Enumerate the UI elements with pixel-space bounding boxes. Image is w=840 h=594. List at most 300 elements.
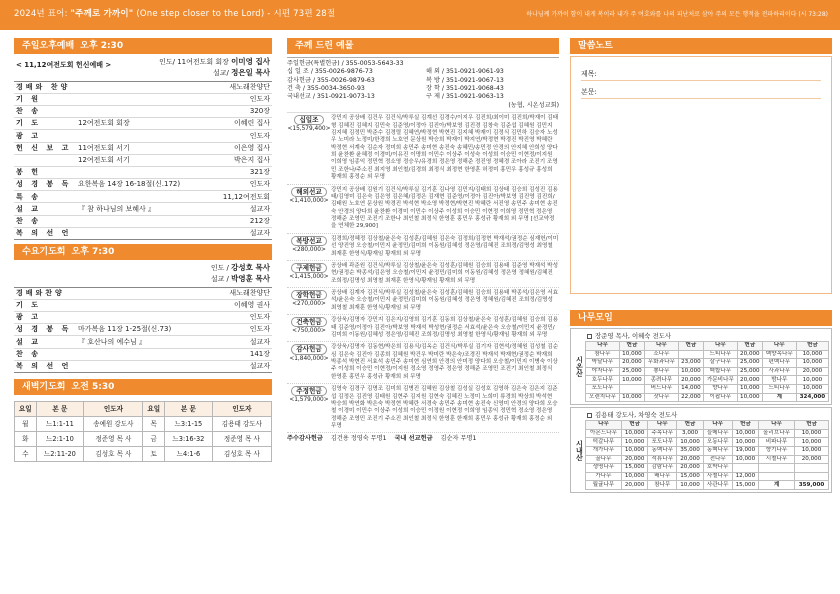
dawn-title	[14, 379, 272, 395]
order-person: 인도자	[249, 131, 270, 140]
sunday-title	[14, 38, 272, 54]
offering-donor-names: 공상배 곽준원 김건식/박루실 김상철/윤은숙 김성훈/김혜원 김승희 김용태 김준영 박재석 박성현/권정순 박종석/김은영 오승철/이민지 윤정민/김미희 이동원/김혜성 정은영 정혜원/김혜진 조희정/김명성 최영철 최재훈 한영식/황재임 황재희 외 무명	[331, 262, 558, 284]
offering-category: 건축헌금	[291, 317, 326, 327]
order-row	[14, 106, 272, 118]
account-line: 장 학 / 351-0921-9068-43	[426, 85, 504, 93]
offering-category: 십일조	[294, 115, 323, 125]
offering-label-wrap	[287, 290, 331, 312]
donors-title	[287, 38, 559, 54]
tree-header-cell: 나무	[644, 342, 678, 351]
domestic-mission-names: 김순자 무명1	[440, 435, 477, 443]
tree-cell: 박달나무	[586, 359, 620, 368]
offering-label-wrap	[287, 236, 331, 258]
tree-cell: 20,000	[619, 359, 644, 368]
tree-cell: 떡갈나무	[586, 438, 622, 447]
tree-cell: 10,000	[732, 429, 758, 438]
tree-cell: 25,000	[737, 367, 762, 376]
dawn-row	[15, 446, 272, 461]
tree-header-cell: 헌금	[677, 421, 703, 430]
thanks-offering-label: 주수감사헌금	[287, 435, 323, 443]
tree-cell	[795, 472, 829, 481]
dawn-cell: 정준영 목 사	[84, 431, 143, 446]
offering-group	[287, 113, 559, 184]
tree-cell: 10,000	[732, 455, 758, 464]
dawn-cell: 금	[143, 431, 165, 446]
tree-cell: 석류나무	[648, 455, 677, 464]
account-line: 감사헌금 / 355-0026-9879-63	[287, 76, 375, 84]
tree-cell: 느티나무	[703, 350, 737, 359]
tree-groups	[570, 310, 832, 493]
tree-cell: 개가나무	[586, 446, 622, 455]
notes-column	[570, 38, 832, 493]
tree-cell: 야자나무	[586, 367, 620, 376]
order-item: 경배와찬양	[16, 288, 65, 297]
order-row	[14, 179, 272, 191]
tree-cell: 동백나무	[703, 446, 732, 455]
order-row	[14, 361, 272, 373]
order-person: 설교자	[249, 337, 270, 346]
motto-suffix: (One step closer to the Lord) - 시편 73편 28절	[133, 9, 336, 19]
tree-cell: 10,000	[737, 393, 762, 402]
header-bar	[0, 0, 840, 30]
dawn-header-cell: 인도자	[212, 401, 271, 416]
order-item: 봉 헌	[16, 168, 41, 177]
order-person: 이은영 집사	[233, 143, 270, 152]
tree-cell: 살구나무	[703, 359, 737, 368]
dawn-cell: 목	[143, 416, 165, 431]
tree-cell: 사철나무	[703, 472, 732, 481]
offering-group	[287, 315, 559, 342]
order-person: 설교자	[249, 229, 270, 238]
tree-cell: 10,000	[619, 350, 644, 359]
tree-cell	[759, 472, 795, 481]
wednesday-lead-role: 인도 /	[210, 264, 229, 273]
offering-footer	[287, 433, 559, 443]
memo-line-text[interactable]	[581, 85, 821, 99]
tree-header-row	[586, 342, 829, 351]
dawn-cell: 느1:1-11	[36, 416, 84, 431]
wednesday-preacher-name: 박영훈 목사	[231, 273, 270, 283]
order-person: 인도자	[249, 325, 270, 334]
account-line: 복 방 / 351-0921-9067-13	[426, 76, 504, 84]
tree-cell: 10,000	[796, 384, 828, 393]
offering-groups	[287, 113, 559, 433]
offering-donor-names: 공상배 김계자 김건식/박루실 김성철/윤은숙 김성훈/김혜원 김승희 김용태 박종석/김은영 서효석/윤은숙 오승철/이민지 윤정민/김미희 이동원/김혜성 정은영 정혜원/김혜진 조희정/김명성 최영철 최재훈 한영식/황재임 외 무명	[331, 290, 559, 311]
tree-cell: 백향목나무	[762, 350, 796, 359]
tree-cell: 시철나무	[759, 455, 795, 464]
offering-amount: <280,000>	[292, 247, 326, 254]
order-detail: 『 호산나의 예수님 』	[78, 337, 147, 346]
tree-cell: 359,000	[795, 481, 829, 490]
offering-donor-names: 강민지 공상배 김건우 김건식/박루실 김계선 김경수/이지우 김진희/최이미 김진희/박재이 김태형 김혜진 김혜지 김민숙 김준영/이정아 김진아/박보영 김진경 김창숙 김준섭 김혜원 김민지 김지혜 김정민 박준수 김경렬 김혜연/박정현 박현진 김지혜 박재이 김정식 김민하 김승자 노성우 노미라 노정미/한경희 노호연 문상원 박승희 박재이 박지연/박정현 박경진 박진영 박혜란 박정현 서계숙 김순자 정미희 송민주 송미현 송진숙 송혜민/송민정 안경의 안지혜 안희성 양다희 윤찬환 윤혜정 이경미/이유진 이명희 이민수 이상주 이성숙 이성희 이승민 이현정/이지원 이희영 임종익 정민혁 정소영 정승우/유경희 정은영 정해준 정진영 정혜경 조아라 조진기 조영민 조한나/주소진 최지영 최인철/김경희 최정식 최정현 한영훈 허정미 홍민우 홍성규 홍성희 황재희 홍정순 외 무명	[331, 115, 559, 181]
dawn-header-cell: 요일	[143, 401, 165, 416]
offering-group	[287, 234, 559, 261]
header-motto	[14, 9, 335, 20]
memo-line-title[interactable]	[581, 67, 821, 81]
tree-cell: 버드나무	[644, 384, 678, 393]
tree-header-cell: 헌금	[678, 342, 703, 351]
order-person: 이혜린 집사	[233, 119, 270, 128]
order-row	[14, 336, 272, 348]
tree-row	[586, 472, 829, 481]
tree-cell: 느티나무	[762, 384, 796, 393]
memo-title-text: 말씀노트	[578, 41, 613, 51]
tree-cell: 올리브나무	[759, 429, 795, 438]
tree-row	[586, 350, 829, 359]
tree-cell: 20,000	[677, 455, 703, 464]
tree-cell: 포도나무	[648, 438, 677, 447]
dawn-cell: 송예원 강도사	[84, 416, 143, 431]
tree-cell: 가나무	[586, 472, 622, 481]
tree-cell: 3,000	[677, 429, 703, 438]
tree-cell: 10,000	[678, 367, 703, 376]
tree-cell: 향나무	[703, 384, 737, 393]
offering-label-wrap	[287, 386, 331, 430]
order-detail: 12여전도회 회장	[78, 119, 130, 128]
order-item: 특 송	[16, 192, 41, 201]
dawn-cell: 느2:1-10	[36, 431, 84, 446]
tree-cell: 10,000	[795, 438, 829, 447]
dawn-cell: 느4:1-6	[165, 446, 213, 461]
dawn-cell: 정준영 목 사	[212, 431, 271, 446]
order-item: 성 경 봉 독	[16, 180, 72, 189]
tree-cell: 계	[762, 393, 796, 402]
offering-group	[287, 342, 559, 384]
dawn-header-cell: 본 문	[36, 401, 84, 416]
tree-row	[586, 438, 829, 447]
sunday-leaders	[159, 57, 270, 79]
tree-cell: 12,000	[732, 472, 758, 481]
order-detail: 마가복음 11장 1-25절(신.73)	[78, 325, 172, 334]
offering-category: 감사헌금	[291, 344, 326, 354]
tree-cell: 오렌지나무	[586, 393, 620, 402]
order-item: 경배와 찬양	[16, 82, 71, 91]
tree-group-zion-caption	[585, 331, 829, 341]
sunday-preacher-name: 정은일 목사	[231, 67, 270, 77]
offering-category: 주정헌금	[291, 386, 326, 396]
account-line: 건 축 / 355-0034-3650-93	[287, 85, 365, 93]
tree-group-sinai-caption	[585, 410, 829, 420]
account-line: 구 제 / 351-0921-9063-13	[426, 93, 504, 101]
tree-cell: 계	[759, 481, 795, 490]
order-row	[14, 349, 272, 361]
wednesday-title-text: 수요기도회	[22, 247, 66, 258]
tree-cell: 20,000	[621, 455, 647, 464]
order-row	[14, 94, 272, 106]
tree-header-cell: 헌금	[619, 342, 644, 351]
tree-row	[586, 464, 829, 473]
tree-cell: 22,000	[678, 393, 703, 402]
sunday-lead	[14, 54, 272, 82]
order-row	[14, 203, 272, 215]
dawn-cell: 월	[15, 416, 37, 431]
order-item: 광 고	[16, 131, 41, 140]
order-row	[14, 118, 272, 130]
offering-donor-names: 강민지 공상배 김원기 김건식/박루실 김기훈 김나영 김민지/김태희 김상태 김승희 김성진 김용태/김영미 김은숙 김은영 김은혜/김정은 김재현 김준영/이정아 김진아/박보영 김진영 김진희/김태원 노호연 문상원 박경진 박석현 박소영 박정현/박현진 박혜란 서진영 송민주 송미현 송진숙 안경의 양다희 윤찬환 이경미 이민수 이상주 이성희 이승민 이현정 이희영 정민혁 정은영 정해준 조영민 조진기 조한나 최인철 최정식 한영훈 홍민우 홍성규 황재희 외 무명 [선교약정을 연체한 29,900]	[331, 186, 558, 230]
tree-row	[586, 393, 829, 402]
tree-cell	[619, 384, 644, 393]
tree-cell: 전나무	[703, 455, 732, 464]
dawn-cell: 김성호 목 사	[212, 446, 271, 461]
tree-header-cell: 나무	[648, 421, 677, 430]
square-bullet-icon	[587, 413, 592, 418]
tree-header-cell: 헌금	[621, 421, 647, 430]
offering-label-wrap	[287, 115, 331, 181]
order-row	[14, 143, 272, 155]
tree-cell: 15,000	[677, 472, 703, 481]
order-person: 인도자	[249, 95, 270, 103]
tree-cell: 사관나무	[703, 481, 732, 490]
trees-title-text: 나무모임	[578, 313, 613, 323]
tree-table-sinai	[585, 420, 829, 490]
sunday-lead-name: 이미영 집사	[231, 57, 270, 66]
offering-column	[287, 38, 559, 443]
order-person: 212장	[249, 216, 270, 225]
dawn-cell: 김용태 강도사	[212, 416, 271, 431]
offering-amount: <1,415,000>	[289, 274, 329, 281]
sunday-title-text: 주일오후예배	[22, 41, 75, 51]
domestic-mission-label: 국내 선교헌금	[394, 435, 433, 443]
tree-cell: 10,000	[677, 481, 703, 490]
order-item: 설 교	[16, 204, 41, 213]
bank-note: (농협, 시온성교회)	[508, 101, 559, 109]
tree-cell: 25,000	[737, 359, 762, 368]
tree-group-sinai-label: 시내산	[575, 439, 584, 461]
order-row	[14, 288, 272, 300]
order-person: 11,12여전도회	[222, 192, 270, 201]
order-row	[14, 130, 272, 142]
order-item: 찬 송	[16, 107, 41, 116]
order-person: 설교자	[249, 361, 270, 370]
tree-header-row	[586, 421, 829, 430]
memo-title	[570, 38, 832, 54]
tree-header-cell: 나무	[586, 342, 620, 351]
tree-group-sinai	[570, 407, 832, 493]
tree-cell: 잣나무	[644, 393, 678, 402]
dawn-row	[15, 416, 272, 431]
tree-cell: 20,000	[678, 376, 703, 385]
offering-group	[287, 288, 559, 315]
sunday-order	[14, 82, 272, 240]
dawn-title-text: 새벽기도회	[22, 381, 66, 392]
dawn-cell: 수	[15, 446, 37, 461]
order-row	[14, 155, 272, 167]
offering-category: 구제헌금	[291, 263, 326, 273]
tree-row	[586, 376, 829, 385]
dawn-time: 오전 5:30	[71, 381, 115, 392]
offering-group	[287, 185, 559, 234]
tree-cell: 월귤나무	[586, 481, 622, 490]
tree-cell: 밤나무	[762, 376, 796, 385]
worship-column	[14, 38, 272, 462]
order-person: 321장	[249, 168, 270, 177]
tree-cell: 10,000	[737, 384, 762, 393]
order-row	[14, 312, 272, 324]
account-line: 국내선교 / 351-0921-9073-13	[287, 93, 375, 101]
offering-category: 장학헌금	[291, 290, 326, 300]
account-line: 해 외 / 351-0921-9061-93	[426, 68, 504, 76]
tree-cell: 10,000	[621, 472, 647, 481]
tree-group-zion-leaders: 장준영 목사, 이혜숙 전도사	[595, 332, 672, 340]
tree-row	[586, 359, 829, 368]
order-item: 찬 송	[16, 216, 41, 225]
tree-cell: 10,000	[796, 350, 828, 359]
offering-donor-names: 강상욱/김명자 김동현/박은희 김용식/김옥순 김건식/박루실 김기자 김현석/정혜원 김성철 김순심 김은숙 김진아 김종희 김혜원 박건우 박미란 박은숙/조경진 박재석 박재현/권정순 박재희 박종석 박현진 서효석 송민주 송미현 심연희 안경의 안미정 양다희 오승철/이민지 이병숙 이상주 이성희 이승민 이현정/이지원 정소영 정영주 정은영 정해준 조영민 조진기 최인철 최정식 한영훈 홍민우 홍성규 황재희 외 무명	[331, 344, 559, 380]
tree-header-cell: 나무	[586, 421, 622, 430]
tree-header-cell: 나무	[703, 342, 737, 351]
order-person: 새노래찬양단	[229, 288, 270, 297]
memo-label-text: 본문:	[581, 88, 597, 97]
order-person: 인도자	[249, 180, 270, 189]
tree-header-cell: 나무	[759, 421, 795, 430]
tree-cell: 호두나무	[586, 376, 620, 385]
tree-row	[586, 455, 829, 464]
tree-cell	[732, 464, 758, 473]
order-item: 헌 신 보 고	[16, 143, 72, 152]
tree-cell: 들메나무	[703, 429, 732, 438]
order-row	[14, 216, 272, 228]
order-row	[14, 324, 272, 336]
tree-cell: 15,000	[732, 481, 758, 490]
tree-group-zion-label: 시온산	[575, 356, 584, 378]
order-detail: 『 참 하나님의 보혜사 』	[78, 204, 155, 213]
sermon-note-box[interactable]	[570, 56, 832, 294]
tree-cell: 10,000	[795, 429, 829, 438]
tree-cell: 참나무	[586, 350, 620, 359]
tree-row	[586, 446, 829, 455]
sunday-occasion: < 11,12여전도회 헌신예배 >	[16, 61, 112, 69]
wednesday-lead	[14, 260, 272, 288]
tree-cell: 20,000	[677, 464, 703, 473]
sunday-preacher-role: 설교/	[213, 68, 229, 77]
tree-cell: 생명나무	[586, 464, 622, 473]
account-left	[287, 68, 420, 101]
dawn-header-row	[15, 401, 272, 416]
tree-row	[586, 429, 829, 438]
tree-cell: 10,000	[621, 438, 647, 447]
tree-cell	[795, 464, 829, 473]
tree-cell: 편백나무	[762, 359, 796, 368]
offering-amount: <15,579,400>	[287, 126, 331, 133]
tree-cell: 10,000	[619, 393, 644, 402]
tree-cell: 20,000	[795, 455, 829, 464]
tree-header-cell: 헌금	[737, 342, 762, 351]
offering-amount: <1,579,000>	[289, 397, 329, 404]
tree-cell: 10,000	[621, 429, 647, 438]
tree-cell: 10,000	[795, 446, 829, 455]
dawn-cell: 김성호 목 사	[84, 446, 143, 461]
tree-header-cell: 나무	[762, 342, 796, 351]
offering-amount: <1,410,000>	[289, 197, 329, 204]
tree-cell: 배나무	[648, 472, 677, 481]
tree-cell: 소나무	[644, 350, 678, 359]
sunday-lead-role: 인도/ 11여전도회 회장	[159, 58, 229, 66]
tree-cell	[759, 464, 795, 473]
tree-row	[586, 384, 829, 393]
order-row	[14, 82, 272, 94]
offering-donor-names: 김영숙 김경구 김명조 김미희 김병진 김혜원 김상철 김성실 김성호 김영하 김은숙 김은지 김준섭 김정은 김진영 김태원 김현주 김지원 김현숙 김혜진 노정미 노희미 류경희 박상희 박석현 박승희 박연화 박은숙 박정현 박혜란 서경숙 송민주 송미현 송진숙 신영미 안경의 양다희 오승철 이경미 이민수 이상주 이성희 이승민 이정원 이현정 이희영 임종익 정민혁 정소영 정은영 정해준 조영민 조진기 주소진 최인철 최정식 한영훈 한재희 홍민우 홍성규 황재희 홍정순 외 무명	[331, 386, 558, 430]
order-row	[14, 300, 272, 312]
tree-group-zion	[570, 328, 832, 405]
tree-cell: 이팝나무	[703, 393, 737, 402]
offering-group	[287, 261, 559, 288]
order-item: 기 도	[16, 301, 41, 310]
order-person: 설교자	[249, 204, 270, 213]
tree-cell: 10,000	[677, 438, 703, 447]
order-person: 이혜영 권사	[233, 301, 270, 310]
tree-cell: 향기나무	[759, 446, 795, 455]
order-row	[14, 228, 272, 240]
tree-cell: 종려나무	[644, 376, 678, 385]
header-verse: 하나님께 가까이 함이 내게 복이라 내가 주 여호와를 나의 피난처로 삼아 주의 모든 행적을 전파하리이다 (시 73:28)	[526, 11, 828, 18]
dawn-cell: 느3:16-32	[165, 431, 213, 446]
tree-cell: 오동나무	[703, 438, 732, 447]
order-item: 기 도	[16, 119, 41, 128]
order-person: 박은지 집사	[233, 155, 270, 164]
tree-cell: 25,000	[619, 367, 644, 376]
tree-cell: 10,000	[621, 446, 647, 455]
offering-amount: <270,000>	[292, 301, 326, 308]
tree-cell: 가문비나무	[703, 376, 737, 385]
tree-group-sinai-leaders: 김용태 강도사, 차영숙 전도사	[595, 411, 678, 420]
tree-cell: 20,000	[796, 367, 828, 376]
tree-cell: 35,000	[677, 446, 703, 455]
offering-label-wrap	[287, 263, 331, 285]
order-detail: 11여전도회 서기	[78, 143, 130, 152]
tree-header-cell: 나무	[703, 421, 732, 430]
wednesday-title	[14, 244, 272, 260]
dawn-header-cell: 요일	[15, 401, 37, 416]
order-person: 320장	[249, 107, 270, 116]
trees-title	[570, 310, 832, 326]
order-item: 광 고	[16, 313, 41, 322]
donors-title-text: 주께 드린 예물	[295, 41, 354, 51]
offering-amount: <750,000>	[292, 328, 326, 335]
account-right	[426, 68, 559, 101]
tree-cell: 10,000	[619, 376, 644, 385]
tree-cell: 비파나무	[759, 438, 795, 447]
tree-row	[586, 367, 829, 376]
offering-category: 복방선교	[291, 236, 326, 246]
tree-cell: 감람나무	[648, 464, 677, 473]
dawn-cell: 느3:1-15	[165, 416, 213, 431]
dawn-header-cell: 본 문	[165, 401, 213, 416]
wednesday-order	[14, 288, 272, 373]
tree-table-zion	[585, 341, 829, 402]
tree-cell: 포도나무	[586, 384, 620, 393]
account-main: 주일헌금(특별헌금) / 355-0053-5643-33	[287, 60, 404, 67]
account-line: 십 일 조 / 355-0026-9876-73	[287, 68, 373, 76]
order-item: 성 경 봉 독	[16, 325, 72, 334]
wednesday-leaders	[211, 263, 270, 285]
tree-cell: 20,000	[737, 350, 762, 359]
tree-cell: 20,000	[737, 376, 762, 385]
tree-cell: 10,000	[732, 438, 758, 447]
order-detail: 12여전도회 서기	[78, 155, 130, 164]
offering-label-wrap	[287, 187, 331, 231]
tree-cell: 꿀나무	[586, 455, 622, 464]
order-item: 설 교	[16, 337, 41, 346]
tree-header-cell: 헌금	[796, 342, 828, 351]
order-item: 기 원	[16, 95, 41, 103]
tree-cell: 324,000	[796, 393, 828, 402]
dawn-cell: 토	[143, 446, 165, 461]
tree-cell: 14,000	[678, 384, 703, 393]
offering-group	[287, 384, 559, 433]
wednesday-time: 오후 7:30	[71, 247, 115, 258]
tree-cell	[678, 350, 703, 359]
order-item: 복 의 선 언	[16, 361, 72, 370]
